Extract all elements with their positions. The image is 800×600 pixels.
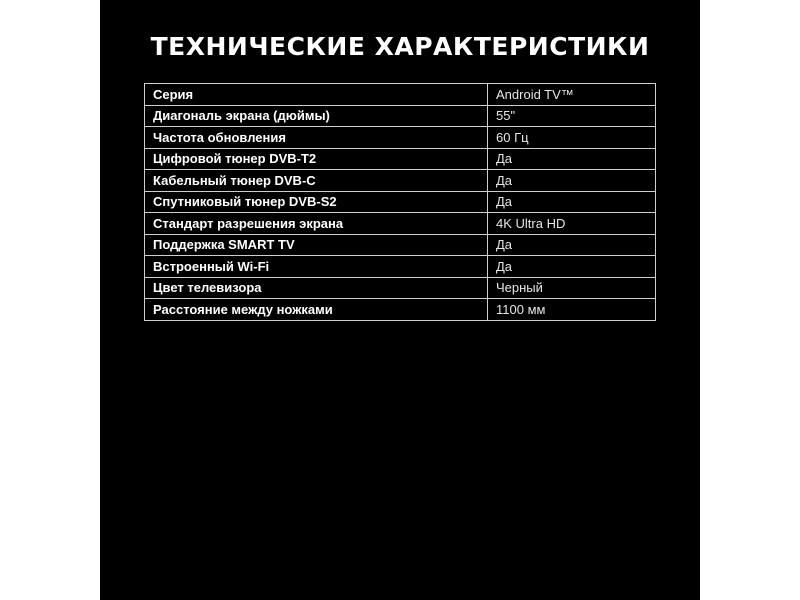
spec-panel [100, 0, 700, 600]
table-row [145, 148, 656, 170]
page-title: ТЕХНИЧЕСКИЕ ХАРАКТЕРИСТИКИ [150, 32, 650, 61]
spec-label: Поддержка SMART TV [145, 234, 488, 256]
spec-label: Стандарт разрешения экрана [145, 213, 488, 235]
spec-label: Встроенный Wi-Fi [145, 256, 488, 278]
spec-value: 55" [488, 105, 656, 127]
spec-label: Спутниковый тюнер DVB-S2 [145, 191, 488, 213]
table-row [145, 299, 656, 321]
table-row [145, 277, 656, 299]
table-row [145, 127, 656, 149]
spec-value: Да [488, 191, 656, 213]
spec-value: Да [488, 234, 656, 256]
table-row [145, 234, 656, 256]
spec-label: Цвет телевизора [145, 277, 488, 299]
spec-label: Расстояние между ножками [145, 299, 488, 321]
spec-value: Да [488, 170, 656, 192]
table-row [145, 170, 656, 192]
spec-value: Да [488, 148, 656, 170]
spec-value: 4K Ultra HD [488, 213, 656, 235]
table-row [145, 256, 656, 278]
spec-value: 60 Гц [488, 127, 656, 149]
spec-label: Серия [145, 84, 488, 106]
spec-label: Кабельный тюнер DVB-C [145, 170, 488, 192]
spec-label: Цифровой тюнер DVB-T2 [145, 148, 488, 170]
spec-value: Android TV™ [488, 84, 656, 106]
table-row [145, 213, 656, 235]
spec-table [144, 83, 656, 321]
table-row [145, 191, 656, 213]
table-row [145, 105, 656, 127]
table-row [145, 84, 656, 106]
spec-value: Черный [488, 277, 656, 299]
spec-value: Да [488, 256, 656, 278]
spec-value: 1100 мм [488, 299, 656, 321]
spec-label: Диагональ экрана (дюймы) [145, 105, 488, 127]
spec-label: Частота обновления [145, 127, 488, 149]
